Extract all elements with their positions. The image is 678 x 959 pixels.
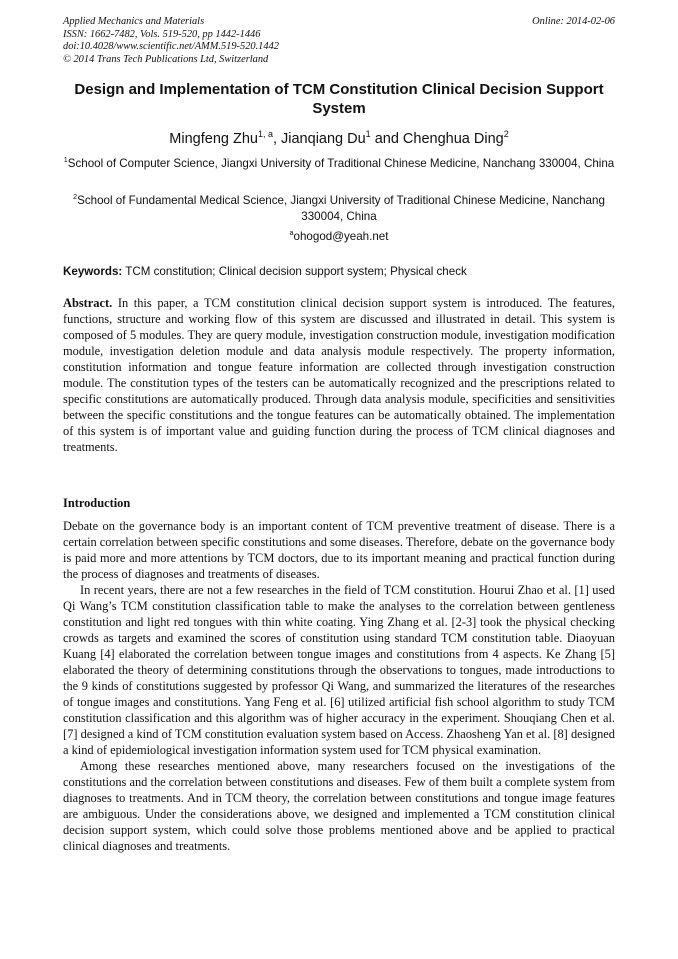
- affiliation-text: School of Fundamental Medical Science, Jiangxi University of Traditional Chinese Medicine, Nanchang 330004, China: [77, 194, 605, 223]
- issn-line: ISSN: 1662-7482, Vols. 519-520, pp 1442-1446: [63, 28, 261, 40]
- author-affil-mark: 1, a: [257, 129, 273, 140]
- paragraph: Debate on the governance body is an important content of TCM preventive treatment of disease. There is a certain correlation between specific constitutions and some diseases. Therefore, debate on the governance body is paid more and more attentions by TCM doctors, due to its important meaning and practical function during the process of diagnoses and treatments of diseases.: [63, 519, 615, 581]
- online-date: Online: 2014-02-06: [532, 16, 615, 27]
- affiliation-text: School of Computer Science, Jiangxi University of Traditional Chinese Medicine, Nanchang 330004, China: [67, 157, 615, 170]
- journal-header: [63, 16, 615, 66]
- keywords-label: Keywords:: [63, 265, 123, 278]
- email-mark: a: [289, 228, 294, 238]
- journal-name: Applied Mechanics and Materials: [63, 16, 205, 27]
- author-name: and Chenghua Ding: [370, 131, 504, 147]
- author-email: [63, 229, 615, 244]
- author-name: Mingfeng Zhu: [169, 131, 258, 147]
- affiliation-2: [63, 193, 615, 224]
- paragraph: Among these researches mentioned above, many researchers focused on the investigations of the constitutions and the correlation between constitutions and diseases. Few of them built a complete system from diagnoses to treatments. And in TCM theory, the correlation between constitutions and tongue image features are ambiguous. Under the considerations above, we designed and implemented a TCM constitution clinical decision support system, which could solve those problems mentioned above and be applied to practical clinical diagnoses and treatments.: [63, 759, 615, 853]
- doi-line: doi:10.4028/www.scientific.net/AMM.519-520.1442: [63, 41, 279, 52]
- keywords: [63, 264, 615, 279]
- paper-title: Design and Implementation of TCM Constitution Clinical Decision Support System: [74, 81, 604, 117]
- author-list: [63, 130, 615, 148]
- author-name: , Jianqiang Du: [272, 131, 366, 147]
- author-affil-mark: 1: [365, 129, 371, 140]
- affiliation-mark: 1: [63, 155, 68, 165]
- affiliation-1: [63, 156, 615, 172]
- abstract: [63, 295, 615, 455]
- copyright-line: © 2014 Trans Tech Publications Ltd, Switzerland: [63, 53, 269, 65]
- email-address: ohogod@yeah.net: [293, 230, 389, 243]
- author-affil-mark: 2: [503, 129, 509, 140]
- introduction-body: [63, 518, 615, 854]
- affiliation-mark: 2: [73, 192, 78, 202]
- keywords-text: TCM constitution; Clinical decision support system; Physical check: [122, 265, 467, 278]
- abstract-text: In this paper, a TCM constitution clinical decision support system is introduced. The features, functions, structure and working flow of this system are discussed and illustrated in detail. This system is composed of 5 modules. They are query module, investigation construction module, investigation modification module, investigation deletion module and data analysis module respectively. The property information, constitution information and tongue feature information are collected through investigation construction module. The constitution types of the testers can be automatically recognized and the prescriptions related to specific constitutions are automatically produced. Through data analysis module, specificities and sensitivities between the specific constitutions and the tongue features can be automatically obtained. The implementation of this system is of important value and guiding function during the process of TCM clinical diagnoses and treatments.: [63, 296, 615, 454]
- section-heading-introduction: Introduction: [63, 496, 131, 510]
- paragraph: In recent years, there are not a few researches in the field of TCM constitution. Hourui Zhao et al. [1] used Qi Wang’s TCM constitution classification table to make the analyses to the correlation between gentleness constitution and light red tongues with thin white coating. Ying Zhang et al. [2-3] took the physical checking crowds as targets and examined the scores of constitution using standard TCM constitution table. Diaoyuan Kuang [4] elaborated the correlation between tongue images and constitutions from 4 aspects. Ke Zhang [5] elaborated the theory of determining constitutions through the observations to tongues, made introductions to the 9 kinds of constitutions suggested by professor Qi Wang, and summarized the literatures of the researches of tongue images and constitutions. Yang Feng et al. [6] utilized artificial fish school algorithm to study TCM constitution classification and this algorithm was of higher accuracy in the experiment. Shouqiang Chen et al. [7] designed a kind of TCM constitution evaluation system based on Access. Zhaosheng Yan et al. [8] designed a kind of epidemiological investigation information system used for TCM physical examination.: [63, 583, 615, 757]
- abstract-label: Abstract.: [63, 296, 113, 310]
